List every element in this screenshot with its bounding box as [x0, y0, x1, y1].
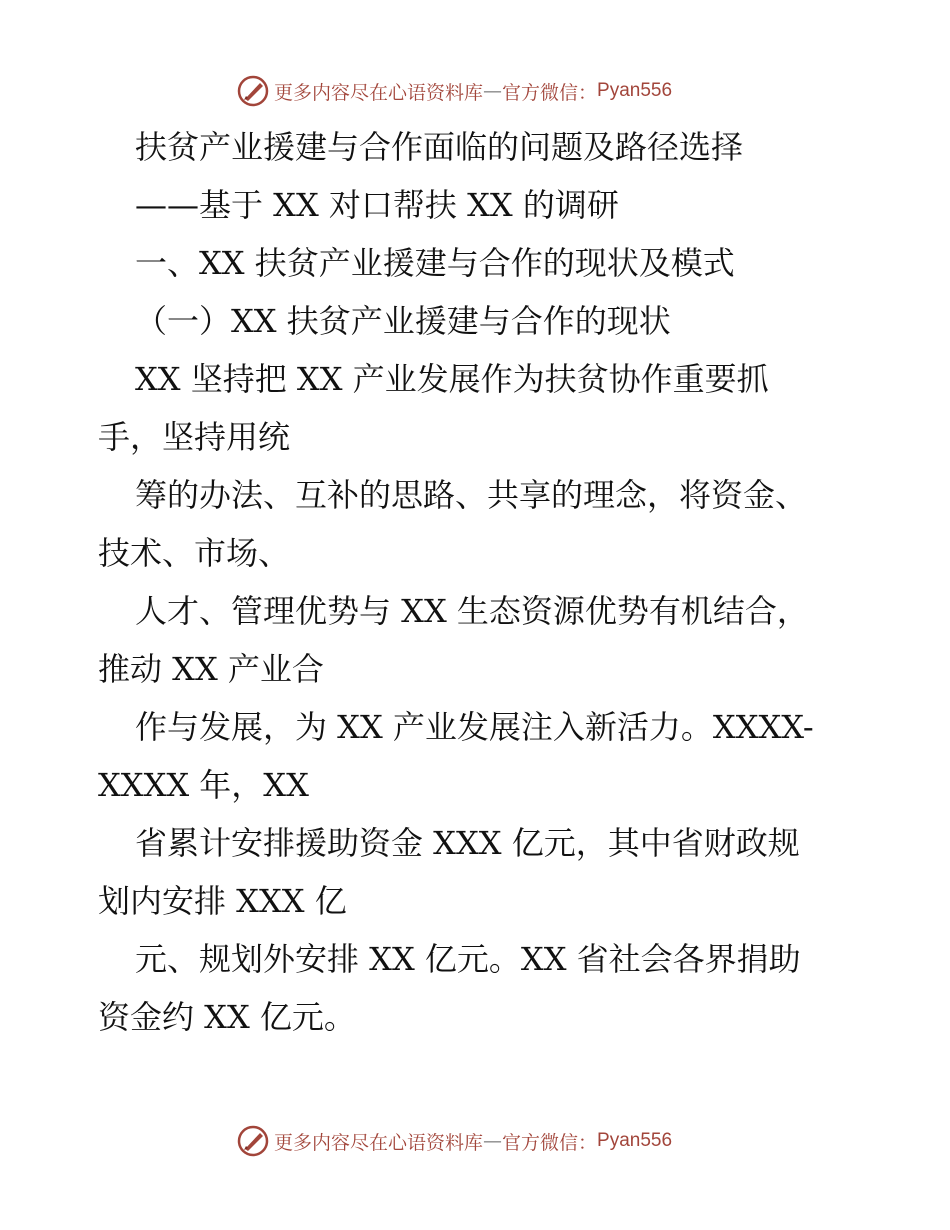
banner-separator: —	[483, 80, 503, 102]
banner-main-text: 更多内容尽在心语资料库	[274, 81, 484, 104]
paragraph-line: 手，坚持用统	[98, 418, 291, 456]
paragraph-line: 省累计安排援助资金 XXX 亿元，其中省财政规	[135, 824, 800, 862]
banner-separator: —	[483, 1130, 503, 1152]
paragraph-line: 筹的办法、互补的思路、共享的理念，将资金、	[135, 476, 808, 514]
banner-wechat-label: 官方微信：	[502, 81, 598, 104]
paragraph-line: 人才、管理优势与 XX 生态资源优势有机结合，	[135, 592, 809, 630]
document-title: 扶贫产业援建与合作面临的问题及路径选择	[135, 128, 744, 166]
quill-pen-icon	[236, 74, 270, 108]
banner-main-text: 更多内容尽在心语资料库	[274, 1131, 484, 1154]
footer-banner	[236, 1121, 672, 1161]
section-heading: 一、XX 扶贫产业援建与合作的现状及模式	[135, 244, 735, 282]
subsection-heading: （一）XX 扶贫产业援建与合作的现状	[135, 302, 671, 340]
paragraph-line: XX 坚持把 XX 产业发展作为扶贫协作重要抓	[135, 360, 769, 398]
paragraph-line: 推动 XX 产业合	[98, 650, 324, 688]
document-subtitle: ——基于 XX 对口帮扶 XX 的调研	[135, 186, 619, 224]
banner-wechat-id: Pyan556	[597, 80, 673, 101]
document-body	[98, 118, 838, 1046]
header-banner	[236, 71, 672, 111]
paragraph-line: 资金约 XX 亿元。	[98, 998, 356, 1036]
paragraph-line: 技术、市场、	[98, 534, 291, 572]
paragraph-line: 元、规划外安排 XX 亿元。XX 省社会各界捐助	[135, 940, 801, 978]
paragraph-line: XXXX 年，XX	[98, 766, 309, 804]
quill-pen-icon	[236, 1124, 270, 1158]
paragraph-line: 划内安排 XXX 亿	[98, 882, 347, 920]
banner-wechat-label: 官方微信：	[502, 1131, 598, 1154]
banner-wechat-id: Pyan556	[597, 1130, 673, 1151]
paragraph-line: 作与发展，为 XX 产业发展注入新活力。XXXX-	[135, 708, 814, 746]
